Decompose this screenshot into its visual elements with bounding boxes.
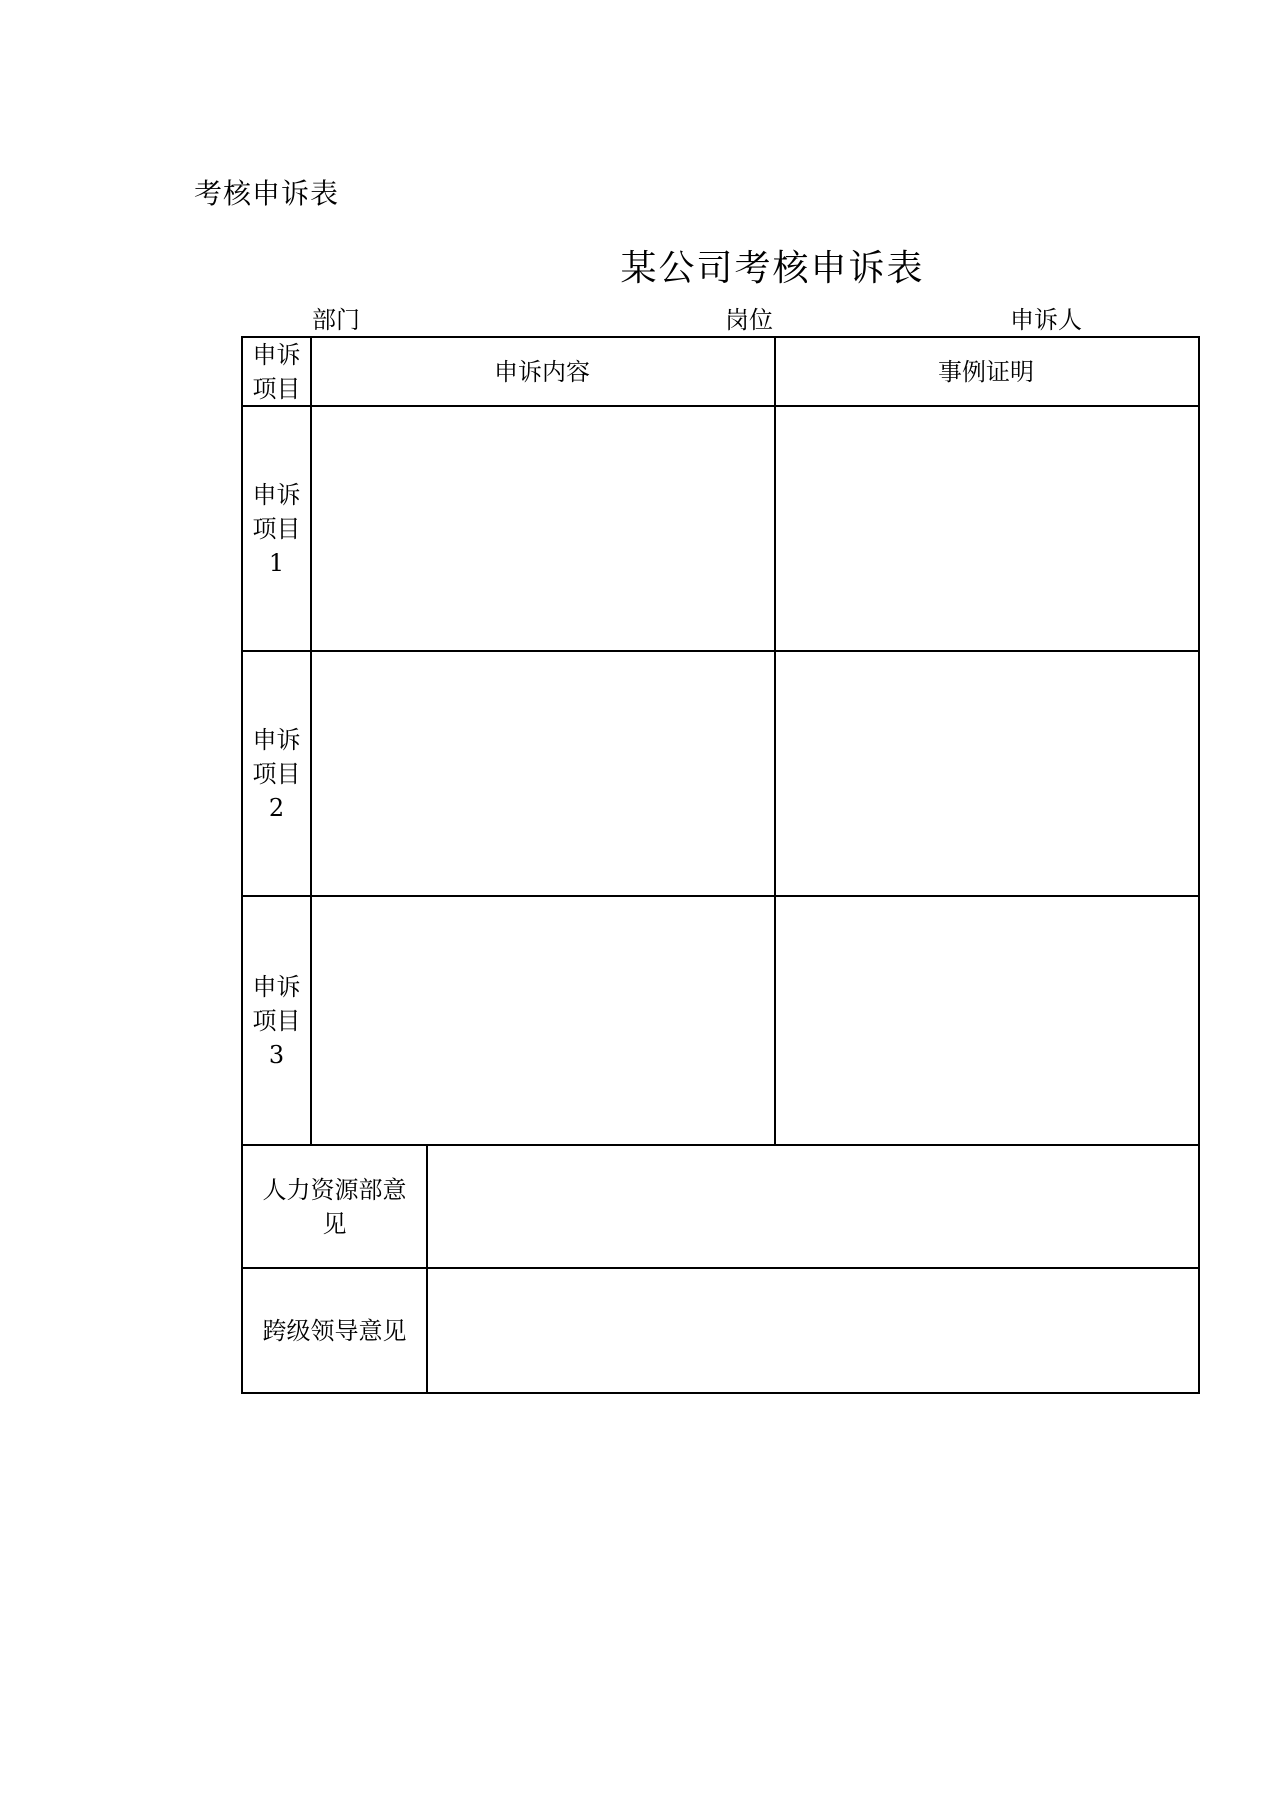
post-label: 岗位 bbox=[725, 306, 773, 334]
appeal-item-3-evidence-field[interactable] bbox=[776, 897, 1198, 1144]
appeal-item-3-content-field[interactable] bbox=[312, 897, 774, 1144]
appeal-table bbox=[241, 336, 1200, 1394]
form-title: 某公司考核申诉表 bbox=[620, 248, 925, 289]
hr-opinion-field[interactable] bbox=[428, 1146, 1198, 1267]
hr-opinion-label-cell bbox=[243, 1146, 426, 1267]
appeal-item-number: 2 bbox=[268, 793, 285, 822]
appeal-item-label: 申诉项目 3 bbox=[252, 972, 301, 1069]
department-label: 部门 bbox=[312, 306, 360, 334]
header-evidence-cell bbox=[774, 338, 1198, 405]
appeal-item-2-label-cell bbox=[243, 652, 310, 895]
appellant-label: 申诉人 bbox=[1010, 306, 1082, 334]
appeal-item-1-content-field[interactable] bbox=[312, 407, 774, 650]
appeal-item-number: 1 bbox=[268, 548, 285, 577]
header-content-text: 申诉内容 bbox=[494, 357, 590, 386]
senior-leader-opinion-label: 跨级领导意见 bbox=[262, 1316, 407, 1345]
appeal-item-1-label-cell bbox=[243, 407, 310, 650]
appeal-item-number: 3 bbox=[268, 1040, 285, 1069]
appeal-item-label: 申诉项目 2 bbox=[252, 725, 301, 822]
senior-leader-opinion-field[interactable] bbox=[428, 1269, 1198, 1392]
senior-leader-opinion-label-cell bbox=[243, 1269, 426, 1392]
header-content-cell bbox=[310, 338, 774, 405]
appeal-item-3-label-cell bbox=[243, 897, 310, 1144]
appeal-item-label: 申诉项目 1 bbox=[252, 480, 301, 577]
appeal-item-1-evidence-field[interactable] bbox=[776, 407, 1198, 650]
document-label: 考核申诉表 bbox=[194, 177, 340, 210]
header-item-cell bbox=[243, 338, 310, 405]
appeal-item-2-evidence-field[interactable] bbox=[776, 652, 1198, 895]
appeal-item-2-content-field[interactable] bbox=[312, 652, 774, 895]
hr-opinion-label: 人力资源部意见 bbox=[262, 1175, 407, 1238]
header-evidence-text: 事例证明 bbox=[938, 357, 1034, 386]
header-item-text: 申诉项目 bbox=[252, 340, 301, 403]
